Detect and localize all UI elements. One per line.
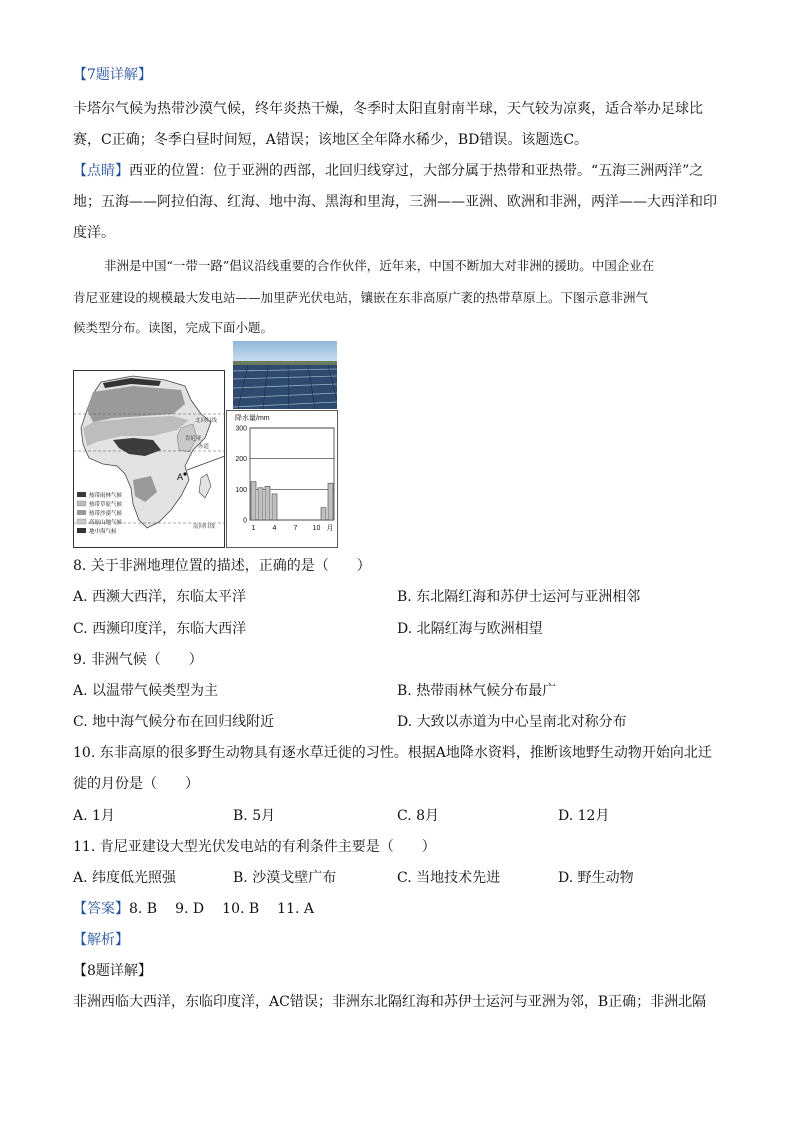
q7-text-line-2: 赛，C正确；冬季白昼时间短，A错误；该地区全年降水稀少，BD错误。该题选C。 bbox=[73, 132, 589, 148]
intro-line-3: 候类型分布。读图，完成下面小题。 bbox=[73, 320, 274, 335]
chart-ylabel: 降水量/mm bbox=[235, 415, 270, 422]
q9-stem: 9. 非洲气候（ ） bbox=[73, 652, 203, 668]
q10-option-c: C. 8月 bbox=[397, 808, 440, 824]
legend-item-4: 高原山地气候 bbox=[89, 520, 123, 526]
q7-header: 【7题详解】 bbox=[73, 67, 152, 83]
equator-label: 赤道 bbox=[198, 444, 210, 450]
dianjing-line-1: 西亚的位置：位于亚洲的西部，北回归线穿过，大部分属于热带和亚热带。“五海三洲两洋”之 bbox=[129, 163, 704, 179]
q10-option-b: B. 5月 bbox=[233, 808, 276, 824]
q8-option-d: D. 北隔红海与欧洲相望 bbox=[397, 621, 543, 637]
q8-detail-header: 【8题详解】 bbox=[73, 963, 152, 979]
africa-climate-map bbox=[73, 370, 225, 548]
chart-y-tick-label: 100 bbox=[235, 486, 247, 494]
chart-x-tick-label: 10 bbox=[312, 525, 321, 532]
q11-option-a: A. 纬度低光照强 bbox=[73, 870, 177, 886]
intro-line-2: 肯尼亚建设的规模最大发电站——加里萨光伏电站，镶嵌在东非高原广袤的热带草原上。下图示意非洲气 bbox=[73, 290, 649, 305]
chart-x-tick-label: 7 bbox=[293, 525, 298, 532]
tropic-north-label: 北回归线 bbox=[195, 418, 218, 424]
answer-11: 11. A bbox=[277, 901, 314, 917]
q8-detail-text: 非洲西临大西洋，东临印度洋，AC错误；非洲东北隔红海和苏伊士运河与亚洲为邻，B正确；非洲北隔 bbox=[73, 994, 707, 1010]
q10-stem-line-2: 徙的月份是（ ） bbox=[73, 776, 199, 792]
legend-item-2: 热带草原气候 bbox=[89, 502, 123, 508]
q9-option-a: A. 以温带气候类型为主 bbox=[73, 683, 219, 699]
chart-x-tick-label: 月 bbox=[326, 525, 334, 532]
q8-stem: 8. 关于非洲地理位置的描述，正确的是（ ） bbox=[73, 558, 371, 574]
chart-bar bbox=[258, 488, 263, 520]
legend-item-1: 热带雨林气候 bbox=[89, 493, 123, 499]
dianjing-label: 【点睛】 bbox=[73, 163, 129, 179]
q7-text-line-1: 卡塔尔气候为热带沙漠气候，终年炎热干燥，冬季时太阳直射南半球，天气较为凉爽，适合举办足球比 bbox=[73, 101, 703, 117]
q8-option-b: B. 东北隔红海和苏伊士运河与亚洲相邻 bbox=[397, 589, 641, 605]
chart-bar bbox=[328, 483, 333, 520]
answer-10: 10. B bbox=[222, 901, 260, 917]
answer-9: 9. D bbox=[175, 901, 205, 917]
q9-option-c: C. 地中海气候分布在回归线附近 bbox=[73, 714, 275, 730]
q11-stem: 11. 肯尼亚建设大型光伏发电站的有利条件主要是（ ） bbox=[73, 839, 436, 855]
q10-stem-line-1: 10. 东非高原的很多野生动物具有逐水草迁徙的习性。根据A地降水资料，推断该地野生动物开始向北迁 bbox=[73, 745, 712, 761]
chart-x-tick-label: 1 bbox=[251, 525, 256, 532]
chart-bar bbox=[265, 486, 270, 520]
chart-bar bbox=[272, 494, 277, 520]
analysis-label: 【解析】 bbox=[73, 932, 129, 948]
point-a-label: A bbox=[177, 472, 184, 482]
q11-option-c: C. 当地技术先进 bbox=[397, 870, 501, 886]
tropic-south-label: 南回归线 bbox=[193, 524, 216, 530]
answer-label: 【答案】 bbox=[73, 901, 129, 917]
solar-station-photo bbox=[233, 341, 337, 409]
chart-y-tick-label: 0 bbox=[243, 517, 247, 525]
dianjing-paragraph bbox=[73, 162, 703, 180]
chart-y-tick-label: 200 bbox=[235, 456, 247, 464]
chart-y-tick-label: 300 bbox=[235, 425, 247, 433]
q10-option-a: A. 1月 bbox=[73, 808, 115, 824]
chart-bar bbox=[251, 482, 256, 520]
q8-option-c: C. 西濒印度洋，东临大西洋 bbox=[73, 621, 247, 637]
q8-option-a: A. 西濒大西洋，东临太平洋 bbox=[73, 589, 247, 605]
dianjing-line-2: 地；五海——阿拉伯海、红海、地中海、黑海和里海，三洲——亚洲、欧洲和非洲，两洋——大西洋和印 bbox=[73, 194, 717, 210]
precipitation-chart bbox=[226, 410, 338, 548]
dianjing-line-3: 度洋。 bbox=[73, 225, 115, 241]
legend-item-5: 地中海气候 bbox=[89, 529, 117, 535]
q11-option-d: D. 野生动物 bbox=[558, 870, 634, 886]
answer-row bbox=[73, 900, 314, 918]
legend-item-3: 热带沙漠气候 bbox=[89, 511, 123, 517]
kenya-label: 肯尼亚 bbox=[185, 436, 202, 442]
point-a-marker bbox=[183, 472, 186, 475]
q9-option-b: B. 热带雨林气候分布最广 bbox=[397, 683, 557, 699]
intro-line-1: 非洲是中国“一带一路”倡议沿线重要的合作伙伴，近年来，中国不断加大对非洲的援助。中国企业在 bbox=[104, 258, 655, 273]
chart-x-tick-label: 4 bbox=[272, 525, 277, 532]
answer-8: 8. B bbox=[129, 901, 158, 917]
q11-option-b: B. 沙漠戈壁广布 bbox=[233, 870, 337, 886]
q10-option-d: D. 12月 bbox=[558, 808, 610, 824]
q9-option-d: D. 大致以赤道为中心呈南北对称分布 bbox=[397, 714, 627, 730]
chart-bar bbox=[321, 508, 326, 520]
